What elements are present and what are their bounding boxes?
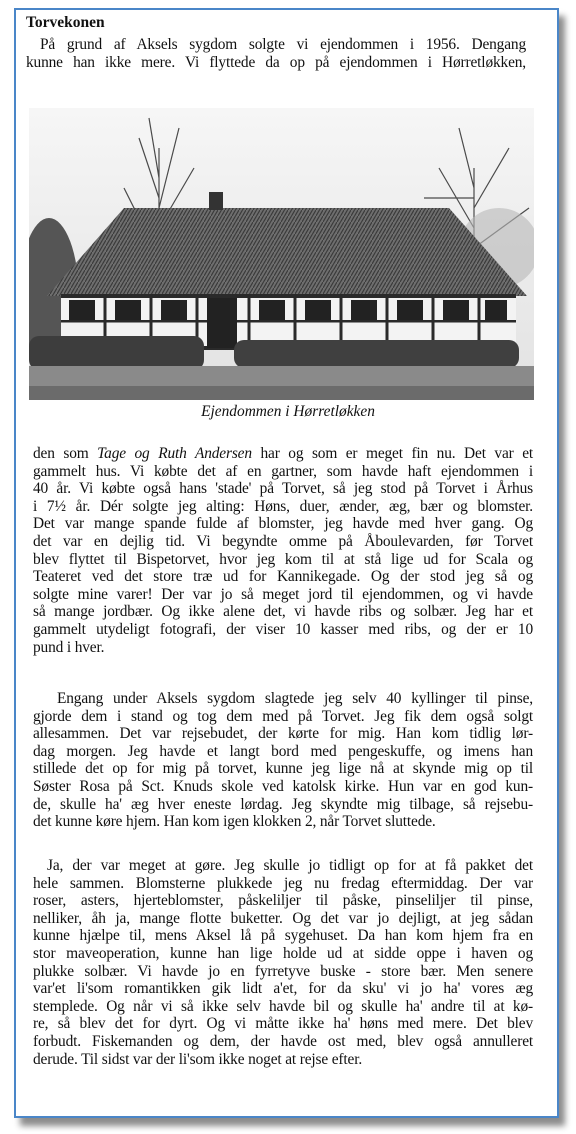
text-line: solgte mine varer! Der var jo så meget jord til ejendommen, og vi havde: [33, 585, 533, 603]
text-line: stillede det op for mig på torvet, kunne jeg lige nå at skynde mig op til: [33, 760, 533, 778]
text-span: den som: [33, 445, 98, 462]
text-line: allesammen. Det var rejsebudet, der kørte for mig. Han kom tidlig lør-: [33, 725, 533, 743]
text-line: nelliker, åh ja, mange flotte buketter. Og det var jo dejligt, at jeg sådan: [33, 909, 533, 927]
text-line: På grund af Aksels sygdom solgte vi ejendommen i 1956. Dengang: [40, 36, 526, 53]
text-line: Ja, der var meget at gøre. Jeg skulle jo tidligt op for at få pakket det: [47, 857, 533, 874]
text-line: blev flyttet til Bispetorvet, hvor jeg kom til at stå lige ud for Scala og: [33, 550, 533, 568]
text-line: stor maveoperation, kunne han lige holde ud at sidde oppe i haven og: [33, 944, 533, 962]
text-line: Det var mange spande fulde af blomster, jeg havde med hver gang. Og: [33, 515, 533, 533]
body-paragraph-3: [33, 857, 533, 1068]
text-line: derude. Til sidst var der li'som ikke noget at rejse efter.: [33, 1050, 363, 1068]
text-line: dag morgen. Jeg havde et langt bord med pengeskuffe, og imens han: [33, 742, 533, 760]
text-line: de, skulle ha' æg hver eneste lørdag. Jeg skyndte mig tilbage, så rejsebu-: [33, 795, 533, 813]
text-line: Engang under Aksels sygdom slagtede jeg selv 40 kyllinger til pinse,: [57, 690, 533, 707]
text-line: re, så blev det for dyrt. Og vi måtte ikke ha' høns med mere. Det blev: [33, 1015, 533, 1033]
article-title: Torvekonen: [26, 14, 105, 31]
body-paragraph-1: [33, 445, 533, 656]
text-line: gammelt hus. Vi købte det af en gartner, som havde haft ejendommen i: [33, 462, 533, 480]
text-line: gammelt utydeligt fotografi, der viser 10 kasser med ribs, og der er 10: [33, 620, 533, 638]
text-line: plukke solbær. Vi havde jo en fyrretyve buske - store bær. Men senere: [33, 962, 533, 980]
text-line: Teateret ved det store træ ud for Kannikegade. Og der stod jeg så og: [33, 568, 533, 586]
text-line: gjorde dem i stand og tog dem med på Torvet. Jeg fik dem også solgt: [33, 707, 533, 725]
text-line: kunne han ikke mere. Vi flyttede da op på ejendommen i Hørretløkken,: [26, 53, 526, 71]
text-line: roser, asters, hjerteblomster, påskeliljer til påske, pinseliljer til pinse,: [33, 892, 533, 910]
italic-names: Tage og Ruth Andersen: [97, 445, 252, 462]
text-line: 40 år. Vi købte også hans 'stade' på Torvet, så jeg stod på Torvet i Århus: [33, 480, 533, 498]
text-line: hele sammen. Blomsterne plukkede jeg nu fredag eftermiddag. Der var: [33, 874, 533, 892]
farmhouse-photo: [29, 108, 534, 400]
body-paragraph-2: [33, 690, 533, 831]
intro-paragraph: [26, 36, 526, 71]
text-span: har og som er meget fin nu. Det var et: [251, 445, 534, 462]
text-line: Søster Rosa på Sct. Knuds skole ved katolsk kirke. Hun var en god kun-: [33, 777, 533, 795]
text-line: det kunne køre hjem. Han kom igen klokken 2, når Torvet sluttede.: [33, 813, 436, 831]
text-line: kunne hjælpe til, mens Aksel lå på sygehuset. Da han kom hjem fra en: [33, 927, 533, 945]
text-line: det var en dejlig tid. Vi begyndte omme på Åboulevarden, før Torvet: [33, 532, 533, 550]
text-line: var'et li'som romantikken gik lidt a'et, for da sku' vi jo ha' vores æg: [33, 980, 533, 998]
text-line: så mange jordbær. Og ikke alene det, vi havde ribs og solbær. Jeg har et: [33, 603, 533, 621]
text-line: stemplede. Og når vi så ikke selv havde bil og skulle ha' andre til at kø-: [33, 997, 533, 1015]
text-line: forbudt. Fiskemanden og dem, der havde ost med, blev også annulleret: [33, 1032, 533, 1050]
text-line: pund i hver.: [33, 638, 105, 656]
text-line: i 7½ år. Dér solgte jeg alting: Høns, duer, ænder, æg, bær og blomster.: [33, 497, 533, 515]
text-line: [33, 445, 533, 463]
photo-caption: Ejendommen i Hørretløkken: [201, 403, 375, 420]
